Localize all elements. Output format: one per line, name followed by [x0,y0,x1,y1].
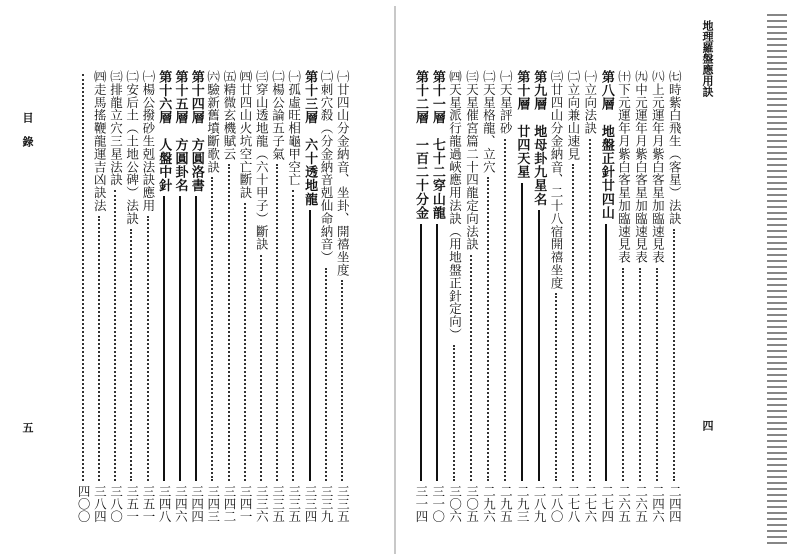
toc-leader-line [656,268,658,481]
toc-page-number: 三〇五 [464,484,480,522]
toc-leader-line [487,177,489,480]
toc-leader-line [453,345,455,481]
toc-page-number: 二六五 [616,484,632,522]
toc-page-number: 三一〇 [430,484,446,522]
toc-page-number: 三三五 [335,484,351,522]
toc-layer-heading [413,70,429,522]
toc-leader-line [605,224,607,481]
toc-entry-title: ㈦時紫白飛生（客星）法訣 [667,70,683,225]
toc-page-number: 二八九 [532,484,548,522]
toc-leader-line [147,216,149,481]
toc-page-number: 二七四 [599,484,615,522]
toc-entry-title: 第九層 地母卦九星名 [531,70,547,206]
toc-leader-line [228,164,230,480]
toc-page-number: 三〇六 [447,484,463,522]
toc-entry [140,70,156,522]
toc-leader-line [260,255,262,481]
left-page-number: 五 [21,422,34,433]
toc-entry [632,70,648,522]
toc-entry [615,70,631,522]
toc-entry-title: 第八層 地盤正針廿四山 [598,70,614,220]
toc-leader-line [589,139,591,481]
toc-entry [91,70,107,522]
toc-entry [565,70,581,522]
toc-entry-title: 第十五層 方圓卦名 [172,70,188,193]
toc-entry-title: ㈢排龍立穴三星法訣 [108,70,124,187]
toc-page-number: 三三五 [270,484,286,522]
toc-page-number: 三五一 [140,484,156,522]
toc-leader-line [470,255,472,481]
toc-page-number: 三四一 [238,484,254,522]
toc-entry-title: ㈢天星催宮篇二十四龍定向法訣 [464,70,480,251]
toc-entry-title: ㈡刺穴殺（分金納音剋仙命納音） [319,70,335,264]
toc-leader-line [555,293,557,480]
toc-entry [334,70,350,522]
toc-entry-title: ㈠楊公撥砂生剋法訣應用 [140,70,156,212]
scan-edge-shadow [767,14,787,544]
toc-entry-title: 第十層 廿四天星 [514,70,530,179]
toc-layer-heading [514,70,530,522]
toc-page-number: 三四四 [189,484,205,522]
toc-entry [318,70,334,522]
toc-leader-line [538,210,540,481]
toc-entry-title: ㈡安后土（土地公碑）法訣 [124,70,140,225]
toc-entry-title: 第十二層 一百二十分金 [413,70,428,220]
toc-page-number: 四〇〇 [76,484,92,522]
toc-entry-title: ㈧上元運年月紫白客星加臨速見表 [650,70,666,264]
toc-leader-line [309,210,311,481]
toc-page-number: 三四三 [205,484,221,522]
toc-entry [253,70,269,522]
toc-leader-line [276,164,278,480]
toc-entry-title: ㈩下元運年月紫白客星加臨速見表 [616,70,632,264]
toc-entry-title: ㈣天星派行龍過峽應用法訣（用地盤正針定向） [447,70,463,341]
toc-leader-line [98,216,100,481]
toc-layer-heading [188,70,204,522]
toc-entry-title: ㈡楊公論五子氣 [270,70,286,161]
toc-leader-line [436,224,438,481]
toc-page-number: 三三六 [254,484,270,522]
toc-entry [480,70,496,522]
toc-leader-line [325,268,327,481]
toc-leader-line [244,203,246,481]
toc-entry-title: 第十一層 七十二穿山龍 [429,70,445,220]
toc-entry [237,70,253,522]
toc-entry-title: 第十三層 六十透地龍 [302,70,318,206]
toc-entry [497,70,513,522]
toc-leader-line [420,224,422,481]
toc-leader-line [179,196,181,480]
toc-page-number: 三四八 [157,484,173,522]
toc-entry [446,70,462,522]
toc-page-number: 三五一 [124,484,140,522]
toc-page-number: 三四六 [173,484,189,522]
right-page-number: 四 [701,420,714,431]
toc-entry [649,70,665,522]
toc-entry-title: ㈤精微玄機賦云 [221,70,237,161]
left-page [0,0,396,559]
toc-entry [123,70,139,522]
toc-entry-title: ㈠廿四山分金納音、坐卦、開禧坐度 [335,70,351,277]
toc-leader-line [292,190,294,480]
toc-page-number: 二四六 [650,484,666,522]
toc-leader-line [211,177,213,480]
toc-layer-heading [172,70,188,522]
toc-page-number: 二七六 [582,484,598,522]
toc-entry-title: ㈣廿四山火坑空亡斷訣 [238,70,254,199]
toc-page-number: 二四四 [667,484,683,522]
toc-page-number: 三一四 [413,484,429,522]
toc-leader-line [572,164,574,480]
toc-entry [285,70,301,522]
toc-page-number: 二九六 [481,484,497,522]
toc-entry-title: ㈡天星格龍、立穴 [481,70,497,174]
toc-leader-line [130,229,132,481]
toc-leader-line [673,229,675,481]
right-page [396,0,793,559]
toc-leader-line [82,74,84,481]
toc-entry [107,70,123,522]
toc-page-number: 三八四 [92,484,108,522]
toc-page-number: 二八〇 [549,484,565,522]
toc-leader-line [341,280,343,480]
toc-page-number: 三三四 [302,484,318,522]
toc-leader-line [114,190,116,480]
toc-layer-heading [156,70,172,522]
toc-page-number: 二九五 [498,484,514,522]
toc-entry-title: ㈡立向兼山速見 [565,70,581,161]
toc-page-number: 三三五 [286,484,302,522]
toc-layer-heading [429,70,445,522]
toc-page-number: 三八〇 [108,484,124,522]
toc-entry-title: ㈠天星評砂 [498,70,514,135]
toc-page-number: 二七八 [565,484,581,522]
toc-entry-title: ㈣走馬搖鞭龍運吉凶訣法 [92,70,108,212]
left-running-title: 目 錄 [21,112,34,147]
toc-entry-title: ㈢廿四山分金納音、二十八宿開禧坐度 [548,70,564,290]
toc-page-number: 二九三 [515,484,531,522]
toc-layer-heading [302,70,318,522]
toc-layer-heading [598,70,614,522]
toc-page-number: 三三九 [319,484,335,522]
right-running-title: 地理羅盤應用訣 [701,20,714,97]
toc-entry-title: ㈥驗新舊墳斷歌訣 [205,70,221,174]
toc-layer-heading [531,70,547,522]
toc-entry-title: 第十四層 方圓洛書 [188,70,204,193]
toc-leader-line [639,268,641,481]
toc-page-number: 二六五 [633,484,649,522]
toc-leader-line [622,268,624,481]
toc-entry-title: ㈢穿山透地龍（六十甲子）斷訣 [254,70,270,251]
toc-entry-title: ㈠孤虛旺相龜甲空亡 [286,70,302,187]
toc-entry-title: ㈠立向法訣 [582,70,598,135]
toc-entry [269,70,285,522]
toc-entry [221,70,237,522]
toc-entry-title: 第十六層 人盤中針 [156,70,172,193]
toc-page-number: 三四二 [221,484,237,522]
toc-entry [75,70,91,522]
toc-leader-line [504,139,506,481]
toc-entry [548,70,564,522]
toc-entry-title: ㈨中元運年月紫白客星加臨速見表 [633,70,649,264]
toc-entry [582,70,598,522]
toc-leader-line [163,196,165,480]
toc-entry [666,70,682,522]
toc-entry [463,70,479,522]
toc-leader-line [195,196,197,480]
toc-entry [204,70,220,522]
toc-leader-line [521,183,523,481]
